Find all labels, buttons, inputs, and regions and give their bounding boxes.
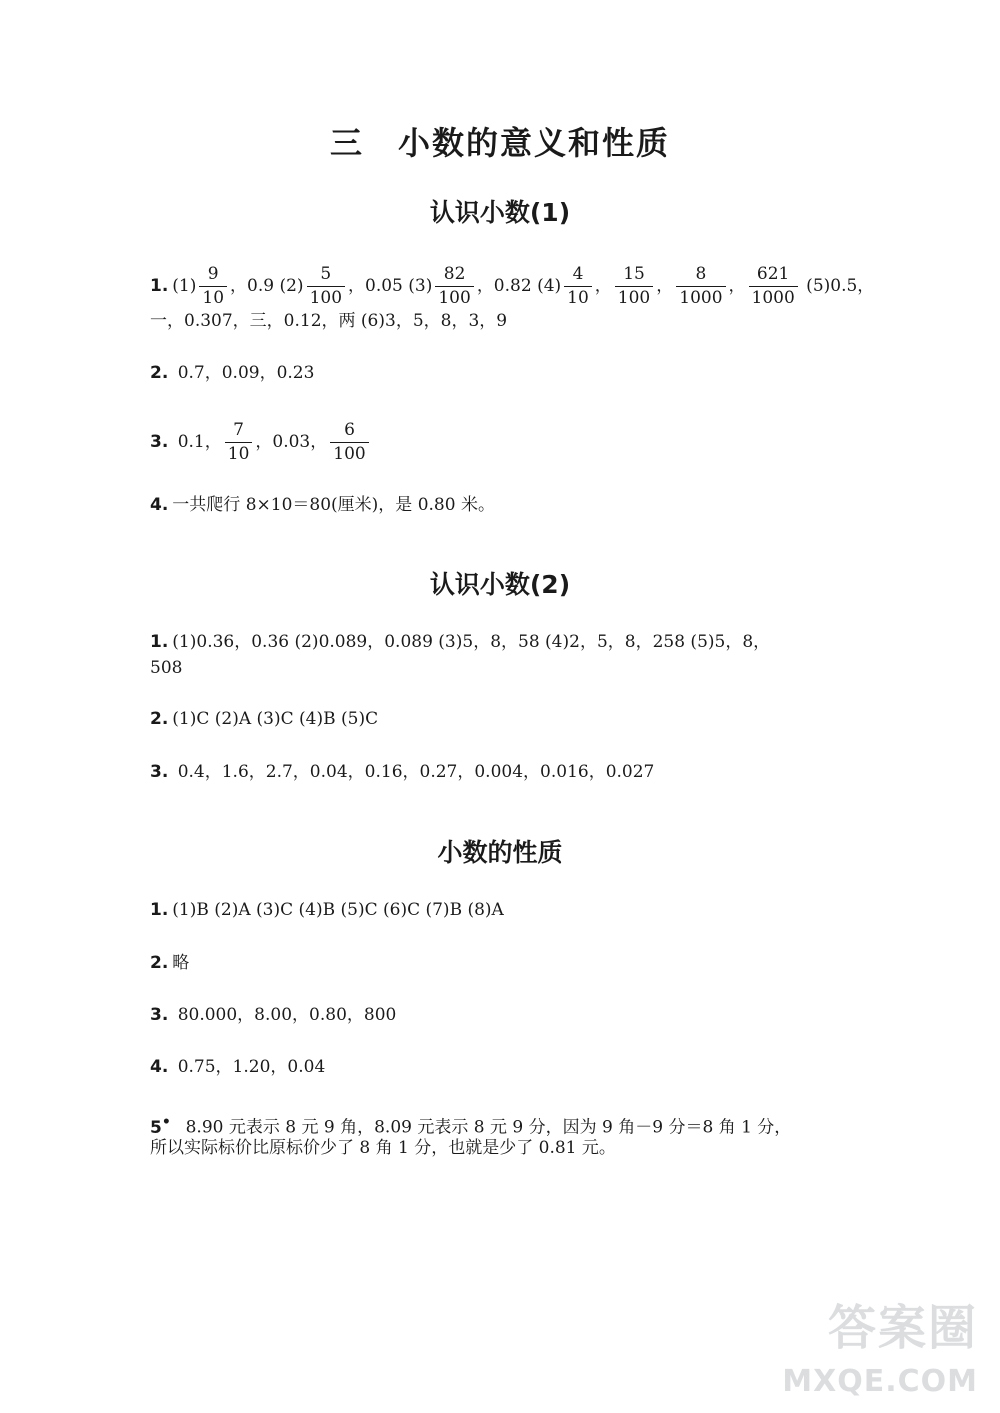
answer-line [150, 706, 378, 732]
question-number: 1. [150, 276, 169, 296]
answer-line [150, 1054, 325, 1080]
answer-text: 0.7，0.09，0.23 [172, 363, 315, 383]
answer-line: 所以实际标价比原标价少了 8 角 1 分，也就是少了 0.81 元。 [150, 1138, 616, 1158]
answer-text: 略 [172, 953, 190, 973]
denominator: 100 [330, 442, 368, 463]
question-number: 2. [150, 953, 169, 973]
answer-text: 0.1， [172, 432, 222, 452]
chapter-number: 三 [329, 124, 364, 162]
fraction [225, 422, 253, 463]
denominator: 10 [225, 442, 253, 463]
answer-text: ， [728, 276, 746, 296]
answer-text: 0.75，1.20，0.04 [172, 1057, 326, 1077]
answer-text: 8.90 元表示 8 元 9 角，8.09 元表示 8 元 9 分，因为 9 角－9 分＝8 角 1 分， [174, 1117, 792, 1138]
answer-line [150, 1002, 396, 1028]
answer-text: (5)0.5， [800, 276, 875, 296]
denominator: 100 [615, 286, 653, 307]
chapter-name: 小数的意义和性质 [398, 124, 671, 162]
answer-line [150, 492, 495, 518]
question-number: 2. [150, 363, 169, 383]
answer-text: ， [594, 276, 612, 296]
denominator: 100 [307, 286, 345, 307]
answer-line [150, 360, 314, 386]
fraction [435, 266, 473, 307]
question-number: 1. [150, 632, 169, 652]
fraction [330, 422, 368, 463]
answer-line [150, 950, 189, 976]
question-number: 2. [150, 709, 169, 729]
answer-text: 0.4，1.6，2.7，0.04，0.16，0.27，0.004，0.016，0.027 [172, 762, 655, 782]
chapter-title [0, 118, 1000, 164]
numerator: 5 [320, 264, 332, 284]
watermark-url-text: MXQE.COM [782, 1364, 978, 1399]
answer-line [150, 422, 372, 463]
answer-line [150, 629, 770, 655]
answer-line [150, 897, 504, 923]
fraction [199, 266, 227, 307]
question-number: 3. [150, 1005, 169, 1025]
numerator: 4 [572, 264, 584, 284]
section-title: 认识小数(2) [429, 570, 571, 599]
answer-text: (1) [172, 276, 197, 296]
denominator: 10 [564, 286, 592, 307]
answer-text: (1)0.36，0.36 (2)0.089，0.089 (3)5，8，58 (4)2，5，8，258 (5)5，8， [172, 632, 771, 652]
answer-line: 508 [150, 658, 183, 678]
question-number: 3. [150, 432, 169, 452]
numerator: 82 [443, 264, 466, 284]
question-number: 1. [150, 900, 169, 920]
answer-line: 一，0.307，三，0.12，两 (6)3，5，8，3，9 [150, 311, 508, 331]
watermark [778, 1289, 978, 1399]
fraction [615, 266, 653, 307]
answer-text: (1)C (2)A (3)C (4)B (5)C [172, 709, 379, 729]
numerator: 621 [756, 264, 790, 284]
question-number: 3. [150, 762, 169, 782]
answer-text: ，0.9 (2) [230, 276, 304, 296]
denominator: 1000 [749, 286, 798, 307]
answer-line [150, 759, 654, 785]
denominator: 10 [199, 286, 227, 307]
denominator: 100 [435, 286, 473, 307]
section-title: 认识小数(1) [429, 198, 571, 227]
answer-text: ，0.05 (3) [348, 276, 433, 296]
numerator: 9 [207, 264, 219, 284]
answer-text: ， [656, 276, 674, 296]
fraction [307, 266, 345, 307]
watermark-logo-text: 答案圈 [827, 1300, 978, 1356]
question-number-digit: 5 [150, 1117, 162, 1138]
section-title: 小数的性质 [437, 838, 563, 867]
fraction [749, 266, 798, 307]
fraction [564, 266, 592, 307]
numerator: 7 [233, 420, 244, 440]
numerator: 15 [623, 264, 645, 284]
question-number: 4. [150, 1057, 169, 1077]
denominator: 1000 [676, 286, 725, 307]
answer-line [150, 266, 874, 307]
fraction [676, 266, 725, 307]
numerator: 8 [695, 264, 707, 284]
answer-text: 一共爬行 8×10＝80(厘米)，是 0.80 米。 [172, 495, 495, 515]
answer-text: (1)B (2)A (3)C (4)B (5)C (6)C (7)B (8)A [172, 900, 504, 920]
answer-text: ，0.82 (4) [476, 276, 562, 296]
optional-mark: • [161, 1114, 171, 1130]
answer-text: ，0.03， [255, 432, 328, 452]
numerator: 6 [344, 420, 355, 440]
question-number: 4. [150, 495, 169, 515]
answer-text: 80.000，8.00，0.80，800 [172, 1005, 397, 1025]
